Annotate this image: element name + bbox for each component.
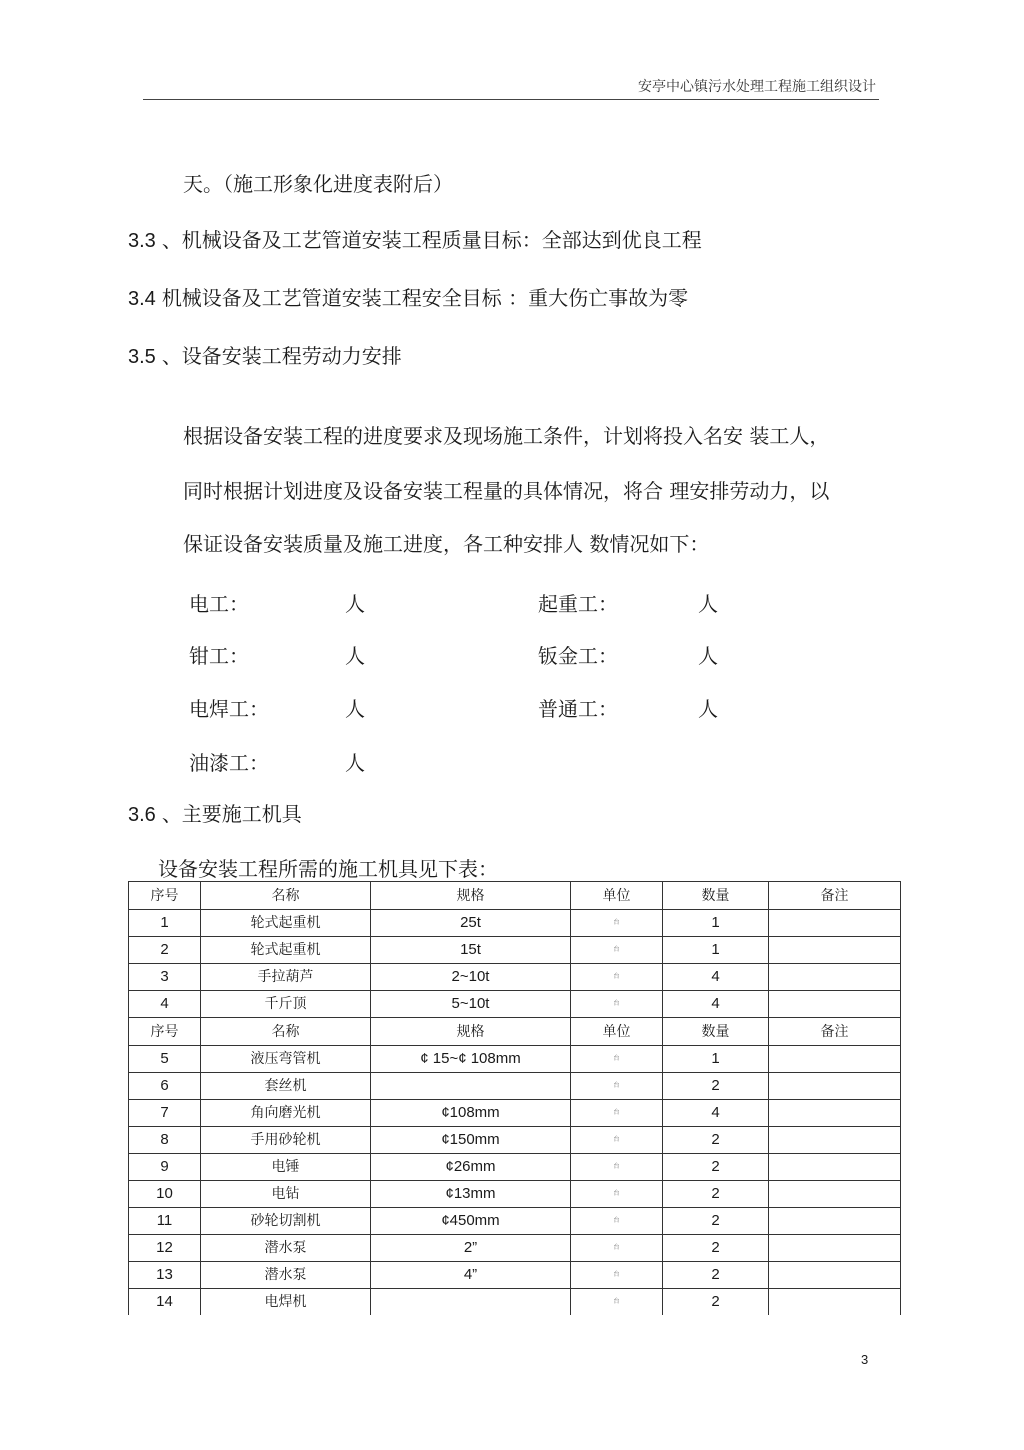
cell-qty: 2	[663, 1262, 769, 1289]
table-row	[129, 964, 901, 991]
cell-note	[769, 1181, 901, 1208]
table-header-row	[129, 882, 901, 910]
cell-unit: 台	[571, 1262, 663, 1289]
cell-note	[769, 991, 901, 1018]
cell-unit: 台	[571, 1073, 663, 1100]
cell-no: 8	[129, 1127, 201, 1154]
header-cell: 序号	[129, 882, 201, 910]
cell-name: 砂轮切割机	[201, 1208, 371, 1235]
worker-laborer-unit: 人	[698, 697, 718, 721]
table-row	[129, 1154, 901, 1181]
cell-no: 9	[129, 1154, 201, 1181]
section-number: 3.4	[128, 288, 156, 310]
cell-spec: 2”	[371, 1235, 571, 1262]
cell-name: 手拉葫芦	[201, 964, 371, 991]
header-cell: 单位	[571, 882, 663, 910]
cell-qty: 2	[663, 1235, 769, 1262]
paragraph-line-1: 根据设备安装工程的进度要求及现场施工条件，计划将投入名安 装工人，	[183, 424, 830, 448]
cell-qty: 2	[663, 1181, 769, 1208]
cell-spec: 2~10t	[371, 964, 571, 991]
cell-spec: 15t	[371, 937, 571, 964]
cell-no: 12	[129, 1235, 201, 1262]
table-caption: 设备安装工程所需的施工机具见下表：	[158, 857, 498, 881]
header-cell: 名称	[201, 1018, 371, 1046]
section-number: 3.5	[128, 346, 156, 368]
cell-spec: 5~10t	[371, 991, 571, 1018]
cell-unit: 台	[571, 1100, 663, 1127]
section-number: 3.3	[128, 230, 156, 252]
cell-note	[769, 964, 901, 991]
cell-spec: 4”	[371, 1262, 571, 1289]
table-row	[129, 991, 901, 1018]
cell-qty: 4	[663, 991, 769, 1018]
cell-name: 电锤	[201, 1154, 371, 1181]
cell-qty: 4	[663, 964, 769, 991]
cell-note	[769, 1100, 901, 1127]
cell-note	[769, 1046, 901, 1073]
cell-spec	[371, 1289, 571, 1316]
cell-no: 1	[129, 910, 201, 937]
paragraph-line-3: 保证设备安装质量及施工进度，各工种安排人 数情况如下：	[183, 532, 710, 556]
worker-painter-unit: 人	[345, 751, 365, 775]
table-row	[129, 910, 901, 937]
cell-no: 4	[129, 991, 201, 1018]
cell-qty: 1	[663, 937, 769, 964]
table-row	[129, 1262, 901, 1289]
table-row	[129, 1289, 901, 1316]
cell-spec: ¢450mm	[371, 1208, 571, 1235]
cell-qty: 2	[663, 1127, 769, 1154]
cell-unit: 台	[571, 991, 663, 1018]
header-cell: 规格	[371, 1018, 571, 1046]
cell-spec: ¢108mm	[371, 1100, 571, 1127]
cell-name: 潜水泵	[201, 1235, 371, 1262]
table-row	[129, 937, 901, 964]
cell-note	[769, 1262, 901, 1289]
page-number: 3	[861, 1352, 869, 1367]
cell-note	[769, 910, 901, 937]
section-number: 3.6	[128, 804, 156, 826]
cell-unit: 台	[571, 910, 663, 937]
cell-unit: 台	[571, 1046, 663, 1073]
cell-no: 11	[129, 1208, 201, 1235]
cell-unit: 台	[571, 1235, 663, 1262]
table-row	[129, 1073, 901, 1100]
cell-name: 套丝机	[201, 1073, 371, 1100]
section-text: 、机械设备及工艺管道安装工程质量目标：全部达到优良工程	[161, 228, 702, 252]
cell-qty: 2	[663, 1073, 769, 1100]
cell-spec: ¢ 15~¢ 108mm	[371, 1046, 571, 1073]
section-3-3	[128, 224, 702, 253]
cell-name: 液压弯管机	[201, 1046, 371, 1073]
cell-no: 14	[129, 1289, 201, 1316]
cell-name: 角向磨光机	[201, 1100, 371, 1127]
worker-sheetmetal-unit: 人	[698, 644, 718, 668]
cell-no: 7	[129, 1100, 201, 1127]
worker-laborer-label: 普通工：	[538, 697, 618, 721]
table-row	[129, 1235, 901, 1262]
header-cell: 数量	[663, 1018, 769, 1046]
cell-spec: 25t	[371, 910, 571, 937]
cell-name: 电焊机	[201, 1289, 371, 1316]
cell-spec: ¢26mm	[371, 1154, 571, 1181]
cell-no: 3	[129, 964, 201, 991]
table-row	[129, 1127, 901, 1154]
cell-spec: ¢150mm	[371, 1127, 571, 1154]
cell-name: 手用砂轮机	[201, 1127, 371, 1154]
header-cell: 备注	[769, 1018, 901, 1046]
cell-name: 潜水泵	[201, 1262, 371, 1289]
cell-note	[769, 1289, 901, 1316]
cell-unit: 台	[571, 1208, 663, 1235]
equipment-table	[128, 881, 901, 1315]
cell-unit: 台	[571, 1181, 663, 1208]
header-cell: 规格	[371, 882, 571, 910]
header-cell: 数量	[663, 882, 769, 910]
table-row	[129, 1100, 901, 1127]
worker-rigger-unit: 人	[698, 592, 718, 616]
cell-qty: 2	[663, 1154, 769, 1181]
cell-qty: 1	[663, 1046, 769, 1073]
cell-note	[769, 1073, 901, 1100]
worker-rigger-label: 起重工：	[538, 592, 618, 616]
cell-name: 千斤顶	[201, 991, 371, 1018]
cell-no: 5	[129, 1046, 201, 1073]
cell-no: 2	[129, 937, 201, 964]
header-cell: 名称	[201, 882, 371, 910]
cell-note	[769, 1235, 901, 1262]
section-3-5	[128, 340, 402, 369]
worker-fitter-label: 钳工：	[189, 644, 249, 668]
worker-fitter-unit: 人	[345, 644, 365, 668]
cell-unit: 台	[571, 1127, 663, 1154]
section-text: 机械设备及工艺管道安装工程安全目标 ：重大伤亡事故为零	[161, 286, 689, 310]
cell-unit: 台	[571, 964, 663, 991]
worker-electrician-unit: 人	[345, 592, 365, 616]
cell-spec	[371, 1073, 571, 1100]
section-text: 、主要施工机具	[161, 802, 302, 826]
page-header-rule	[143, 99, 879, 100]
cell-note	[769, 1127, 901, 1154]
worker-electrician-label: 电工：	[189, 592, 249, 616]
cell-note	[769, 937, 901, 964]
cell-name: 轮式起重机	[201, 937, 371, 964]
cell-name: 电钻	[201, 1181, 371, 1208]
cell-name: 轮式起重机	[201, 910, 371, 937]
header-cell: 序号	[129, 1018, 201, 1046]
paragraph-line-2: 同时根据计划进度及设备安装工程量的具体情况，将合 理安排劳动力，以	[183, 479, 830, 503]
table-row	[129, 1208, 901, 1235]
worker-welder-unit: 人	[345, 697, 365, 721]
cell-unit: 台	[571, 937, 663, 964]
section-3-4	[128, 282, 688, 311]
cell-no: 13	[129, 1262, 201, 1289]
cell-note	[769, 1154, 901, 1181]
cell-no: 6	[129, 1073, 201, 1100]
cell-no: 10	[129, 1181, 201, 1208]
cell-unit: 台	[571, 1154, 663, 1181]
cell-qty: 2	[663, 1289, 769, 1316]
table-header-row-repeat	[129, 1018, 901, 1046]
table-row	[129, 1046, 901, 1073]
cell-note	[769, 1208, 901, 1235]
intro-line: 天。（施工形象化进度表附后）	[183, 172, 453, 196]
cell-qty: 1	[663, 910, 769, 937]
section-3-6	[128, 798, 302, 827]
worker-welder-label: 电焊工：	[189, 697, 269, 721]
cell-unit: 台	[571, 1289, 663, 1316]
page-header-title: 安亭中心镇污水处理工程施工组织设计	[638, 79, 876, 95]
header-cell: 备注	[769, 882, 901, 910]
worker-painter-label: 油漆工：	[189, 751, 269, 775]
worker-sheetmetal-label: 钣金工：	[538, 644, 618, 668]
cell-spec: ¢13mm	[371, 1181, 571, 1208]
table-row	[129, 1181, 901, 1208]
header-cell: 单位	[571, 1018, 663, 1046]
section-text: 、设备安装工程劳动力安排	[161, 344, 402, 368]
cell-qty: 2	[663, 1208, 769, 1235]
cell-qty: 4	[663, 1100, 769, 1127]
